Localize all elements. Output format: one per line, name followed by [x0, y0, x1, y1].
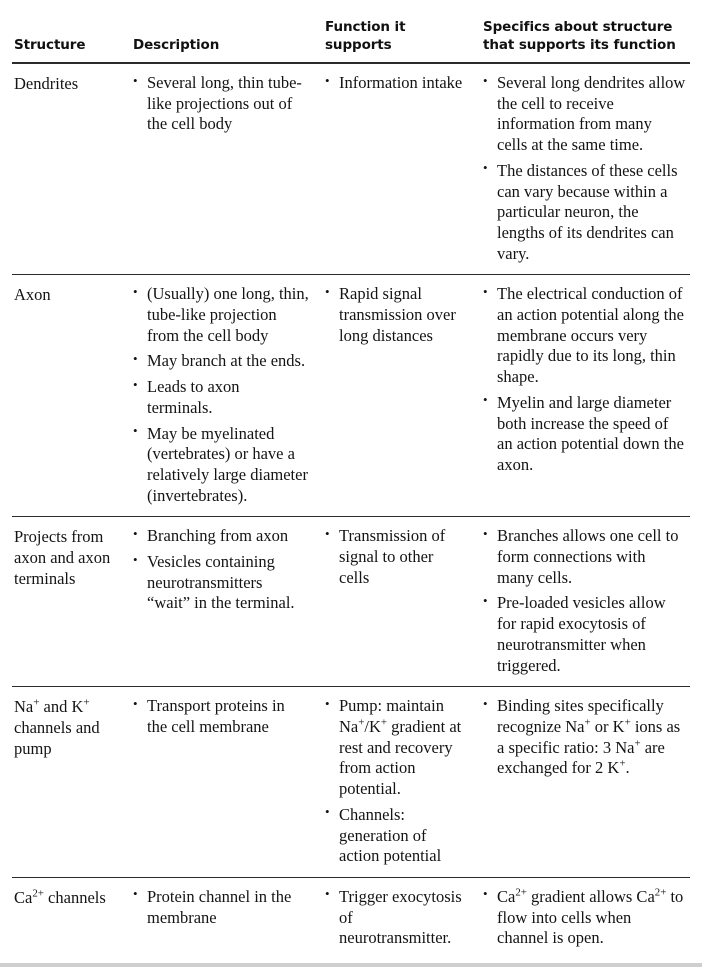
specifics-bullet: • Binding sites specifically recognize Na+ or K+ ions as a specific ratio: 3 Na+ are exchanged for 2 K+.: [483, 696, 686, 779]
cell-structure: [12, 63, 129, 275]
description-bullet: • (Usually) one long, thin, tube-like projection from the cell body: [133, 284, 309, 346]
description-bullet: • May be myelinated (vertebrates) or have a relatively large diameter (invertebrates).: [133, 424, 309, 507]
cell-specifics-list: [483, 887, 686, 949]
description-bullet: • Several long, thin tube-like projections out of the cell body: [133, 73, 309, 135]
table-row: [12, 517, 690, 687]
description-bullet: • Branching from axon: [133, 526, 309, 547]
description-bullet: • Transport proteins in the cell membrane: [133, 696, 309, 737]
cell-specifics: [476, 517, 690, 687]
table-row: [12, 687, 690, 878]
cell-description: [129, 687, 319, 878]
cell-function: [319, 877, 476, 959]
cell-specifics-list: [483, 526, 686, 676]
cell-specifics: [476, 687, 690, 878]
cell-function: [319, 517, 476, 687]
table-row: [12, 275, 690, 517]
specifics-bullet: • The electrical conduction of an action potential along the membrane occurs very rapidly due to its long, thin shape.: [483, 284, 686, 388]
cell-specifics-list: [483, 284, 686, 475]
cell-description-list: [133, 887, 309, 928]
cell-function: [319, 275, 476, 517]
cell-function-list: [325, 284, 464, 346]
table-row: [12, 63, 690, 275]
specifics-bullet: • Pre-loaded vesicles allow for rapid exocytosis of neurotransmitter when triggered.: [483, 593, 686, 676]
neuron-structure-table: [12, 0, 690, 959]
structure-label: Axon: [14, 285, 51, 305]
function-bullet: • Information intake: [325, 73, 464, 94]
cell-function: [319, 687, 476, 878]
function-bullet: • Rapid signal transmission over long distances: [325, 284, 464, 346]
cell-function-list: [325, 887, 464, 949]
column-header-structure: Structure: [12, 0, 129, 63]
cell-function-list: [325, 526, 464, 588]
table-row: [12, 877, 690, 959]
specifics-bullet: • Myelin and large diameter both increase the speed of an action potential down the axon.: [483, 393, 686, 476]
cell-function-list: [325, 696, 464, 867]
cell-description-list: [133, 73, 309, 135]
structure-label: Dendrites: [14, 74, 79, 93]
cell-description-list: [133, 526, 309, 614]
column-header-function: Function it supports: [319, 0, 476, 63]
column-header-specifics: Specifics about structure that supports its function: [476, 0, 690, 63]
table-header-row: [12, 0, 690, 63]
cell-description-list: [133, 284, 309, 506]
function-bullet: • Transmission of signal to other cells: [325, 526, 464, 588]
cell-function: [319, 63, 476, 275]
cell-function-list: [325, 73, 464, 94]
table-body: [12, 63, 690, 959]
cell-description: [129, 63, 319, 275]
specifics-bullet: • Branches allows one cell to form connections with many cells.: [483, 526, 686, 588]
description-bullet: • Leads to axon terminals.: [133, 377, 309, 418]
function-bullet: • Channels: generation of action potential: [325, 805, 464, 867]
function-bullet: • Trigger exocytosis of neurotransmitter.: [325, 887, 464, 949]
structure-label: $Ca^{2+}$ channels: [14, 887, 106, 907]
table-header: [12, 0, 690, 63]
cell-structure: [12, 687, 129, 878]
cell-structure: [12, 517, 129, 687]
specifics-bullet: • Several long dendrites allow the cell to receive information from many cells at the same time.: [483, 73, 686, 156]
column-header-description: Description: [129, 0, 319, 63]
cell-specifics-list: [483, 73, 686, 264]
specifics-bullet: • $Ca^{2+}$ gradient allows $Ca^{2+}$ to flow into cells when channel is open.: [483, 887, 686, 949]
structure-label: Na+ and K+ channels and pump: [14, 696, 100, 758]
cell-structure: [12, 877, 129, 959]
specifics-bullet: • The distances of these cells can vary because within a particular neuron, the lengths of its dendrites can vary.: [483, 161, 686, 265]
cell-description: [129, 275, 319, 517]
cell-specifics: [476, 63, 690, 275]
description-bullet: • May branch at the ends.: [133, 351, 309, 372]
cell-specifics: [476, 275, 690, 517]
function-bullet: • Pump: maintain Na+/K+ gradient at rest and recovery from action potential.: [325, 696, 464, 800]
description-bullet: • Vesicles containing neurotransmitters “wait” in the terminal.: [133, 552, 309, 614]
page-edge-shadow: [0, 963, 702, 967]
cell-description-list: [133, 696, 309, 737]
cell-specifics: [476, 877, 690, 959]
cell-structure: [12, 275, 129, 517]
cell-description: [129, 517, 319, 687]
cell-description: [129, 877, 319, 959]
structure-label: Projects from axon and axon terminals: [14, 527, 111, 588]
cell-specifics-list: [483, 696, 686, 779]
description-bullet: • Protein channel in the membrane: [133, 887, 309, 928]
